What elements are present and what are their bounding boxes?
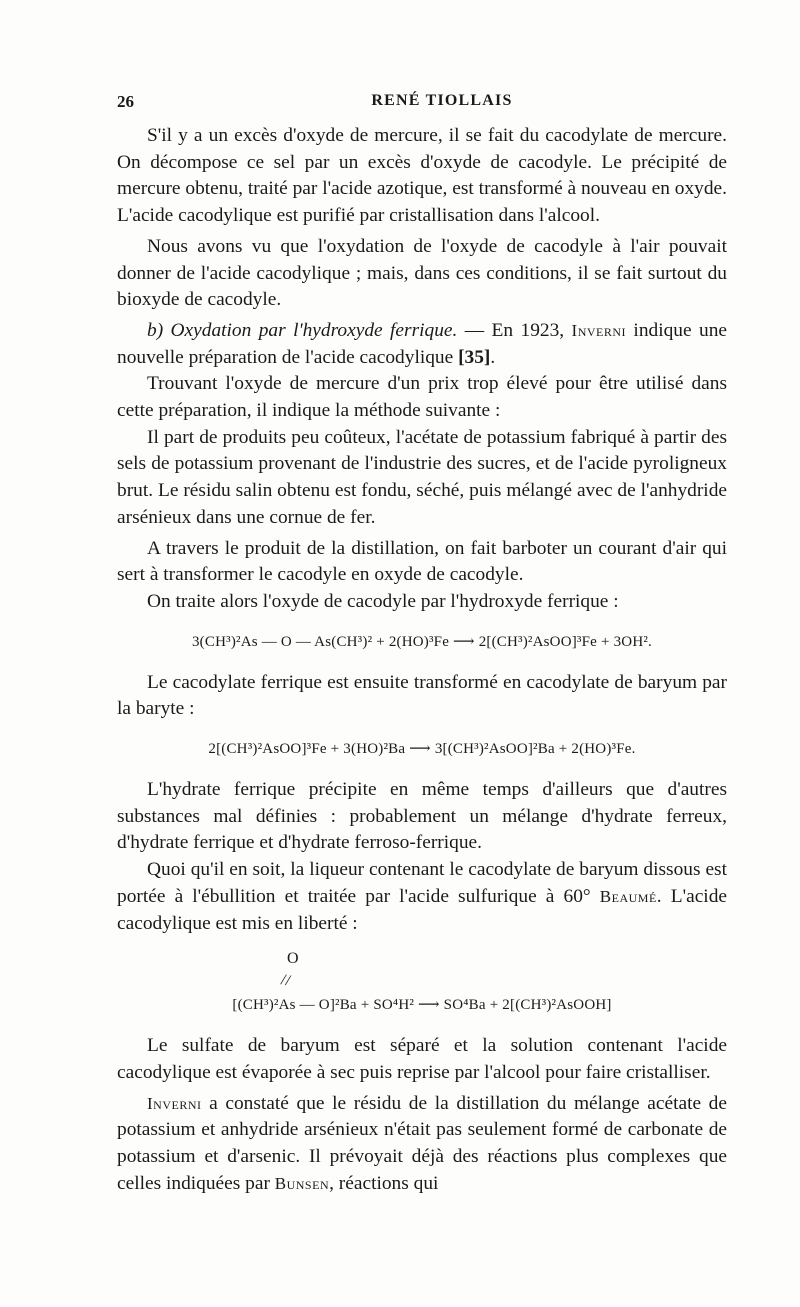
author-beaume: Beaumé	[599, 886, 657, 906]
paragraph-2: Nous avons vu que l'oxydation de l'oxyde de cacodyle à l'air pouvait donner de l'acide cacodylique ; mais, dans ces conditions, il se fait surtout du bioxyde de cacodyle.	[117, 235, 727, 311]
paragraph-6: A travers le produit de la distillation, on fait barboter un courant d'air qui sert à transformer le cacodyle en oxyde de cacodyle.	[117, 537, 727, 586]
paragraph-10-end: . L'acide cacodylique est mis en liberté :	[117, 885, 728, 934]
running-head: RENÉ TIOLLAIS	[371, 92, 513, 109]
author-inverni-2: Inverni	[147, 1093, 202, 1113]
equation-2: 2[(CH³)²AsOO]³Fe + 3(HO)²Ba ⟶ 3[(CH³)²AsOO]²Ba + 2(HO)³Fe.	[208, 741, 636, 758]
paragraph-10-text: Quoi qu'il en soit, la liqueur contenant le cacodylate de baryum dissous est portée à l'ébullition et traitée par l'acide sulfurique à 60°	[117, 859, 727, 907]
paragraph-8: Le cacodylate ferrique est ensuite transformé en cacodylate de baryum par la baryte :	[117, 671, 727, 720]
paragraph-3-end: .	[490, 346, 496, 368]
paragraph-1: S'il y a un excès d'oxyde de mercure, il se fait du cacodylate de mercure. On décompose ce sel par un excès d'oxyde de cacodyle. Le précipité de mercure obtenu, traité par l'acide azotique, est transformé à nouveau en oxyde. L'acide cacodylique est purifié par cristallisation dans l'alcool.	[117, 125, 727, 227]
section-label: b) Oxydation par l'hydroxyde ferrique.	[147, 319, 458, 341]
paragraph-11: Le sulfate de baryum est séparé et la solution contenant l'acide cacodylique est évaporée à sec puis reprise par l'alcool pour faire cristalliser.	[117, 1035, 727, 1083]
paragraph-5: Il part de produits peu coûteux, l'acétate de potassium fabriqué à partir des sels de potassium provenant de l'industrie des sucres, et de l'acide pyroligneux brut. Le résidu salin obtenu est fondu, séché, puis mélangé avec de l'anhydride arsénieux dans une cornue de fer.	[117, 426, 727, 528]
paragraph-12	[117, 1091, 727, 1198]
equation-3-line: [(CH³)²As — O]²Ba + SO⁴H² ⟶ SO⁴Ba + 2[(CH³)²AsOOH]	[232, 997, 612, 1014]
equation-3	[117, 943, 727, 1029]
paragraph-12-end: , réactions qui	[329, 1172, 439, 1194]
paragraph-3-dash: — En 1923,	[457, 319, 572, 341]
paragraph-9: L'hydrate ferrique précipite en même temps d'ailleurs que d'autres substances mal définies : probablement un mélange d'hydrate ferreux, d'hydrate ferrique et d'hydrate ferroso-ferrique.	[117, 779, 727, 854]
body-text	[117, 123, 727, 1198]
paragraph-4: Trouvant l'oxyde de mercure d'un prix trop élevé pour être utilisé dans cette préparation, il indique la méthode suivante :	[117, 373, 727, 422]
paragraph-10	[117, 857, 727, 937]
author-inverni: Inverni	[571, 320, 627, 340]
paragraph-3	[117, 318, 727, 371]
author-bunsen: Bunsen	[274, 1173, 330, 1193]
equation-3-oxygen: O	[287, 950, 299, 968]
reference-citation: [35]	[458, 346, 491, 368]
paragraph-12-text: a constaté que le résidu de la distillation du mélange acétate de potassium et anhydride arsénieux n'était pas seulement formé de carbonate de potassium et d'arsenic. Il prévoyait déjà des réactions plus complexes que celles indiquées par	[117, 1092, 727, 1194]
paragraph-7: On traite alors l'oxyde de cacodyle par l'hydroxyde ferrique :	[147, 590, 619, 612]
paragraph-3-text: indique une nouvelle préparation de l'acide cacodylique	[117, 319, 727, 368]
page-number: 26	[117, 92, 134, 111]
page-header	[117, 92, 727, 116]
equation-3-double-bond: //	[279, 971, 293, 991]
equation-1: 3(CH³)²As — O — As(CH³)² + 2(HO)³Fe ⟶ 2[(CH³)²AsOO]³Fe + 3OH².	[191, 633, 653, 650]
